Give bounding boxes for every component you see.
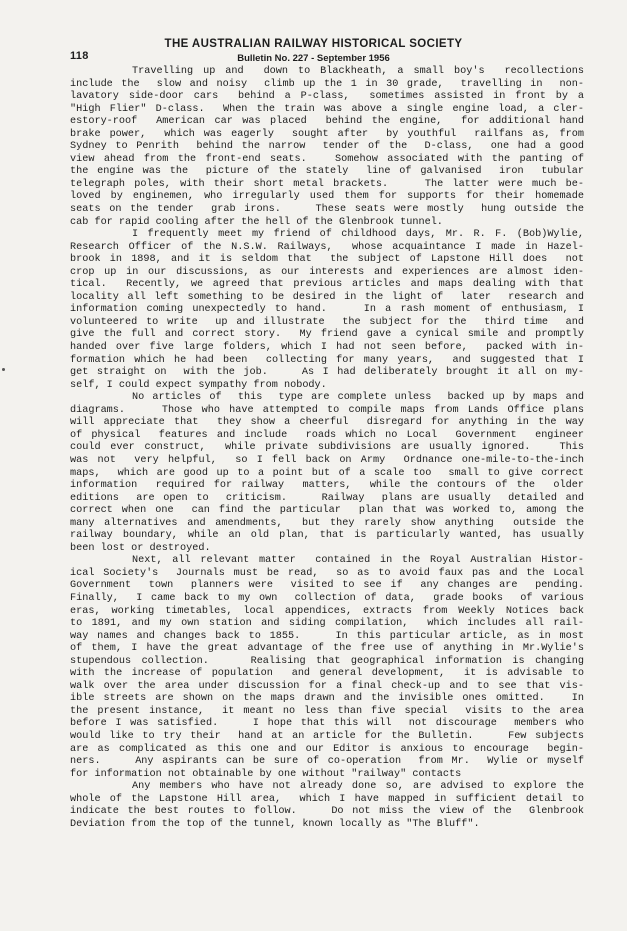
margin-speck xyxy=(2,368,5,371)
text-line: correct when one can find the particular plan that was worked to, among the xyxy=(70,505,584,517)
text-line: tical. Recently, we agreed that previous articles and maps dealing with that xyxy=(70,279,584,291)
text-line: the present instance, it meant no less than five special visits to the area xyxy=(70,705,584,717)
text-line: "High Flier" D-class. When the train was above a single engine load, a cler- xyxy=(70,103,584,115)
text-line: indicate the best routes to follow. Do not miss the view of the Glenbrook xyxy=(70,806,584,818)
text-line: Any members who have not already done so, are advised to explore the xyxy=(132,781,584,793)
text-line: formation which he had been collecting for many years, and suggested that I xyxy=(70,354,584,366)
text-line: could ever construct, while private subdivisions are usually ignored. This xyxy=(70,442,584,454)
article-body xyxy=(70,66,584,831)
text-line: brook in 1898, and it is seldom that the subject of Lapstone Hill does not xyxy=(70,254,584,266)
society-title: THE AUSTRALIAN RAILWAY HISTORICAL SOCIETY xyxy=(164,38,463,50)
text-line: Deviation from the top of the tunnel, known locally as "The Bluff". xyxy=(70,818,480,830)
text-line: include the slow and noisy climb up the 1 in 30 grade, travelling in non- xyxy=(70,78,584,90)
text-line: been lost or destroyed. xyxy=(70,542,211,554)
text-line: with the increase of population and general development, it is advisable to xyxy=(70,668,584,680)
text-line: volunteered to write up and illustrate the subject for the third time and xyxy=(70,316,584,328)
text-line: will appreciate that they show a cheerful disregard for anything in the way xyxy=(70,417,584,429)
text-line: crop up in our discussions, as our interests and experiences are almost iden- xyxy=(70,266,584,278)
text-line: lavatory side-door cars behind a P-class, sometimes assisted in front by a xyxy=(70,91,584,103)
text-line: seats on the tender grab irons. These seats were mostly hung outside the xyxy=(70,204,584,216)
text-line: walk over the area under discussion for a final check-up and to see that vis- xyxy=(70,680,584,692)
text-line: would like to try their hand at an article for the Bulletin. Few subjects xyxy=(70,730,584,742)
text-line: Travelling up and down to Blackheath, a small boy's recollections xyxy=(132,66,584,77)
text-line: Next, all relevant matter contained in the Royal Australian Histor- xyxy=(132,555,584,567)
text-line: are as complicated as this one and our Editor is anxious to encourage begin- xyxy=(70,743,584,755)
text-line: I frequently meet my friend of childhood days, Mr. R. F. (Bob)Wylie, xyxy=(132,229,584,241)
text-line: of physical features and include roads which no Local Government engineer xyxy=(70,429,584,441)
bulletin-issue: Bulletin No. 227 - September 1956 xyxy=(237,53,390,64)
text-line: telegraph poles, with their short metal brackets. The latter were much be- xyxy=(70,178,584,190)
text-line: ical Society's Journals must be read, so as to avoid faux pas and the Local xyxy=(70,567,584,579)
text-line: brake power, which was eagerly sought after by youthful railfans as, from xyxy=(70,128,584,140)
text-line: self, I could expect sympathy from nobody. xyxy=(70,379,327,391)
text-line: Sydney to Penrith behind the narrow tender of the D-class, one had a good xyxy=(70,141,584,153)
text-line: maps, which are good up to a point but of a scale too small to give correct xyxy=(70,467,584,479)
text-line: eras, working timetables, local appendices, extracts from Weekly Notices back xyxy=(70,605,584,617)
text-line: ible streets are shown on the maps drawn and the invisible ones omitted. In xyxy=(70,693,584,705)
text-line: for information not obtainable by one without "railway" contacts xyxy=(70,768,462,780)
text-line: was not very helpful, so I fell back on Army Ordnance one-mile-to-the-inch xyxy=(70,454,584,466)
text-line: whole of the Lapstone Hill area, which I have mapped in sufficient detail to xyxy=(70,793,584,805)
text-line: view ahead from the front-end seats. Somehow associated with the panting of xyxy=(70,153,584,165)
text-line: No articles of this type are complete unless backed up by maps and xyxy=(132,392,584,404)
text-line: editions are open to criticism. Railway plans are usually detailed and xyxy=(70,492,584,504)
text-line: of them, I have the great advantage of the free use of anything in Mr.Wylie's xyxy=(70,643,584,655)
text-line: Finally, I came back to my own collection of data, grade books of various xyxy=(70,592,584,604)
text-line: information required for railway matters, while the contours of the older xyxy=(70,480,584,492)
text-line: locality all left something to be desired in the light of later research and xyxy=(70,291,584,303)
text-line: ners. Any aspirants can be sure of co-operation from Mr. Wylie or myself xyxy=(70,756,584,768)
text-line: Research Officer of the N.S.W. Railways, whose acquaintance I made in Hazel- xyxy=(70,241,584,253)
page-number: 118 xyxy=(70,50,89,62)
text-line: many alternatives and amendments, but they rarely show anything outside the xyxy=(70,517,584,529)
text-line: the engine was the picture of the stately line of galvanised iron tubular xyxy=(70,166,584,178)
text-line: get straight on with the job. As I had deliberately brought it all on my- xyxy=(70,367,584,379)
text-line: way names and changes back to 1855. In this particular article, as in most xyxy=(70,630,584,642)
text-line: diagrams. Those who have attempted to compile maps from Lands Office plans xyxy=(70,404,584,416)
text-line: Government town planners were visited to see if any changes are pending. xyxy=(70,580,584,592)
text-line: estory-roof American car was placed behind the engine, for additional hand xyxy=(70,116,584,128)
text-line: to 1891, and my own station and siding compilation, which includes all rail- xyxy=(70,618,584,630)
text-line: loved by enginemen, who irregularly used them for supports for their homemade xyxy=(70,191,584,203)
text-line: cab for rapid cooling after the hell of the Glenbrook tunnel. xyxy=(70,216,443,228)
text-line: stupendous collection. Realising that geographical information is changing xyxy=(70,655,584,667)
text-line: handed over five large folders, which I had not seen before, packed with in- xyxy=(70,342,584,354)
text-line: information coming unexpectedly to hand. In a rash moment of enthusiasm, I xyxy=(70,304,584,316)
text-line: before I was satisfied. I hope that this will not discourage members who xyxy=(70,718,584,730)
text-line: give the full and correct story. My friend gave a cynical smile and promptly xyxy=(70,329,584,341)
text-line: railway boundary, while an old plan, that is particularly wanted, has usually xyxy=(70,530,584,542)
